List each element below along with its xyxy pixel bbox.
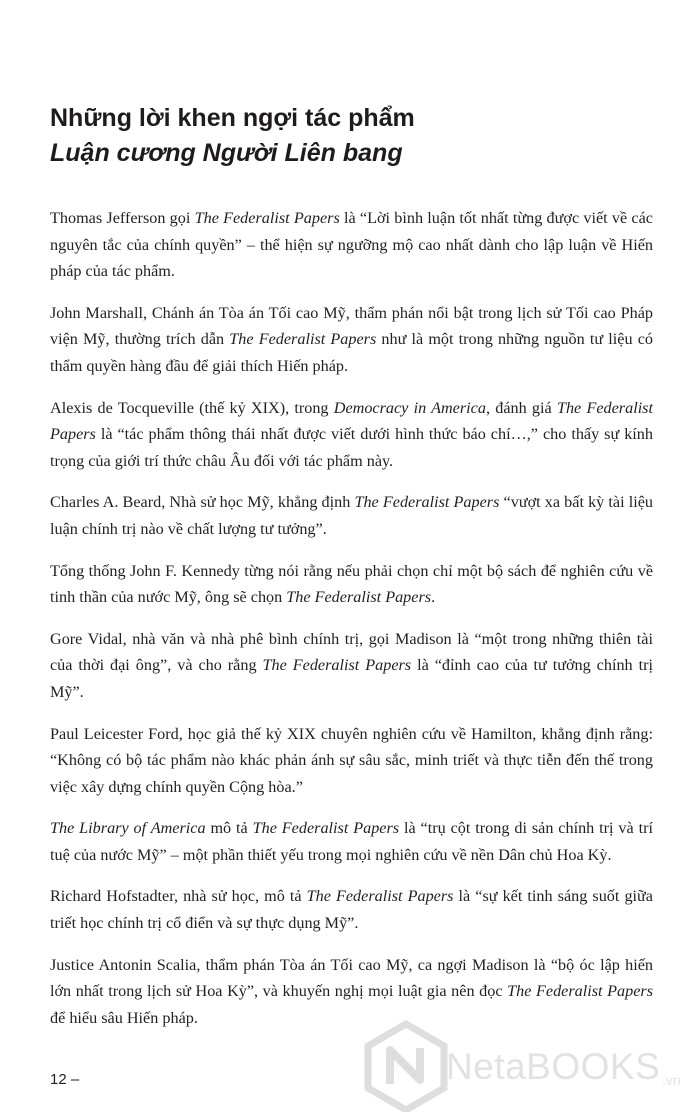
italic-title: The Federalist Papers (286, 588, 432, 607)
paragraph (50, 721, 653, 801)
text-run: như là một trong những nguồn tư liệu có thẩm quyền hàng đầu để giải thích Hiến pháp. (50, 330, 653, 375)
watermark-brand: NetaBOOKS (446, 1046, 661, 1087)
body-text (50, 205, 653, 1046)
paragraph (50, 558, 653, 611)
page-title-line-2: Luận cương Người Liên bang (50, 138, 403, 167)
page-title (50, 101, 650, 171)
paragraph (50, 883, 653, 936)
text-run: là “tác phẩm thông thái nhất được viết dưới hình thức báo chí…,” cho thấy sự kính trọng của giới trí thức châu Âu đối với tác phẩm này. (50, 425, 653, 470)
text-run: John Marshall, Chánh án Tòa án Tối cao Mỹ, thẩm phán nổi bật trong lịch sử Tối cao Pháp viện Mỹ, thường trích dẫn (50, 303, 653, 349)
italic-title: The Federalist Papers (507, 982, 653, 1001)
text-run: Charles A. Beard, Nhà sử học Mỹ, khẳng định (50, 493, 355, 512)
paragraph (50, 395, 653, 475)
watermark (360, 1020, 690, 1110)
text-run: để hiểu sâu Hiến pháp. (50, 1008, 198, 1027)
paragraph (50, 300, 653, 380)
netabooks-logo-icon (360, 1020, 452, 1112)
italic-title: The Federalist Papers (262, 656, 412, 675)
text-run: , đánh giá (485, 398, 557, 417)
text-run: . (431, 588, 436, 607)
text-run: là “đỉnh cao của tư tưởng chính trị Mỹ”. (50, 656, 653, 701)
paragraph (50, 205, 653, 285)
text-run: là “sự kết tinh sáng suốt giữa triết học chính trị cổ điển và sự thực dụng Mỹ”. (50, 887, 653, 933)
italic-title: The Federalist Papers (194, 209, 340, 227)
italic-title: The Federalist Papers (50, 398, 653, 444)
text-run: Tổng thống John F. Kennedy từng nói rằng nếu phải chọn chỉ một bộ sách để nghiên cứu về tinh thần của nước Mỹ, ông sẽ chọn (50, 561, 653, 607)
text-run: mô tả (205, 819, 253, 838)
text-run: Richard Hofstadter, nhà sử học, mô tả (50, 887, 307, 906)
italic-title: Democracy in America (333, 398, 486, 417)
page-number: 12 – (50, 1071, 80, 1088)
text-run: Paul Leicester Ford, học giả thế kỷ XIX chuyên nghiên cứu về Hamilton, khẳng định rằng: “Không có bộ tác phẩm nào khác phản ánh sự sâu sắc, minh triết và thực tiễn đến thế trong việc xây dựng chính quyền Cộng hòa.” (50, 724, 653, 796)
text-run: Gore Vidal, nhà văn và nhà phê bình chính trị, gọi Madison là “một trong những thiên tài của thời đại ông”, và cho rằng (50, 629, 653, 675)
text-run: Justice Antonin Scalia, thẩm phán Tòa án Tối cao Mỹ, ca ngợi Madison là “bộ óc lập hiến lớn nhất trong lịch sử Hoa Kỳ”, và khuyến nghị mọi luật gia nên đọc (50, 955, 653, 1001)
text-run: Thomas Jefferson gọi (50, 209, 195, 227)
italic-title: The Federalist Papers (229, 330, 377, 349)
paragraph (50, 626, 653, 706)
text-run: là “trụ cột trong di sản chính trị và trí tuệ của nước Mỹ” – một phần thiết yếu trong mọi nghiên cứu về nền Dân chủ Hoa Kỳ. (50, 819, 653, 864)
italic-title: The Federalist Papers (252, 819, 400, 838)
italic-title: The Federalist Papers (306, 887, 454, 906)
paragraph (50, 815, 653, 868)
watermark-suffix: .vn (662, 1072, 681, 1088)
text-run: “vượt xa bất kỳ tài liệu luận chính trị nào về chất lượng tư tưởng”. (50, 493, 653, 538)
text-run: Alexis de Tocqueville (thế kỷ XIX), trong (50, 398, 334, 417)
italic-title: The Library of America (50, 819, 206, 838)
text-run: là “Lời bình luận tốt nhất từng được viết về các nguyên tắc của chính quyền” – thể hiện sự ngưỡng mộ cao nhất dành cho lập luận về Hiến pháp của tác phẩm. (50, 209, 653, 281)
italic-title: The Federalist Papers (354, 493, 500, 512)
page-title-line-1: Những lời khen ngợi tác phẩm (50, 103, 415, 132)
paragraph (50, 489, 653, 542)
